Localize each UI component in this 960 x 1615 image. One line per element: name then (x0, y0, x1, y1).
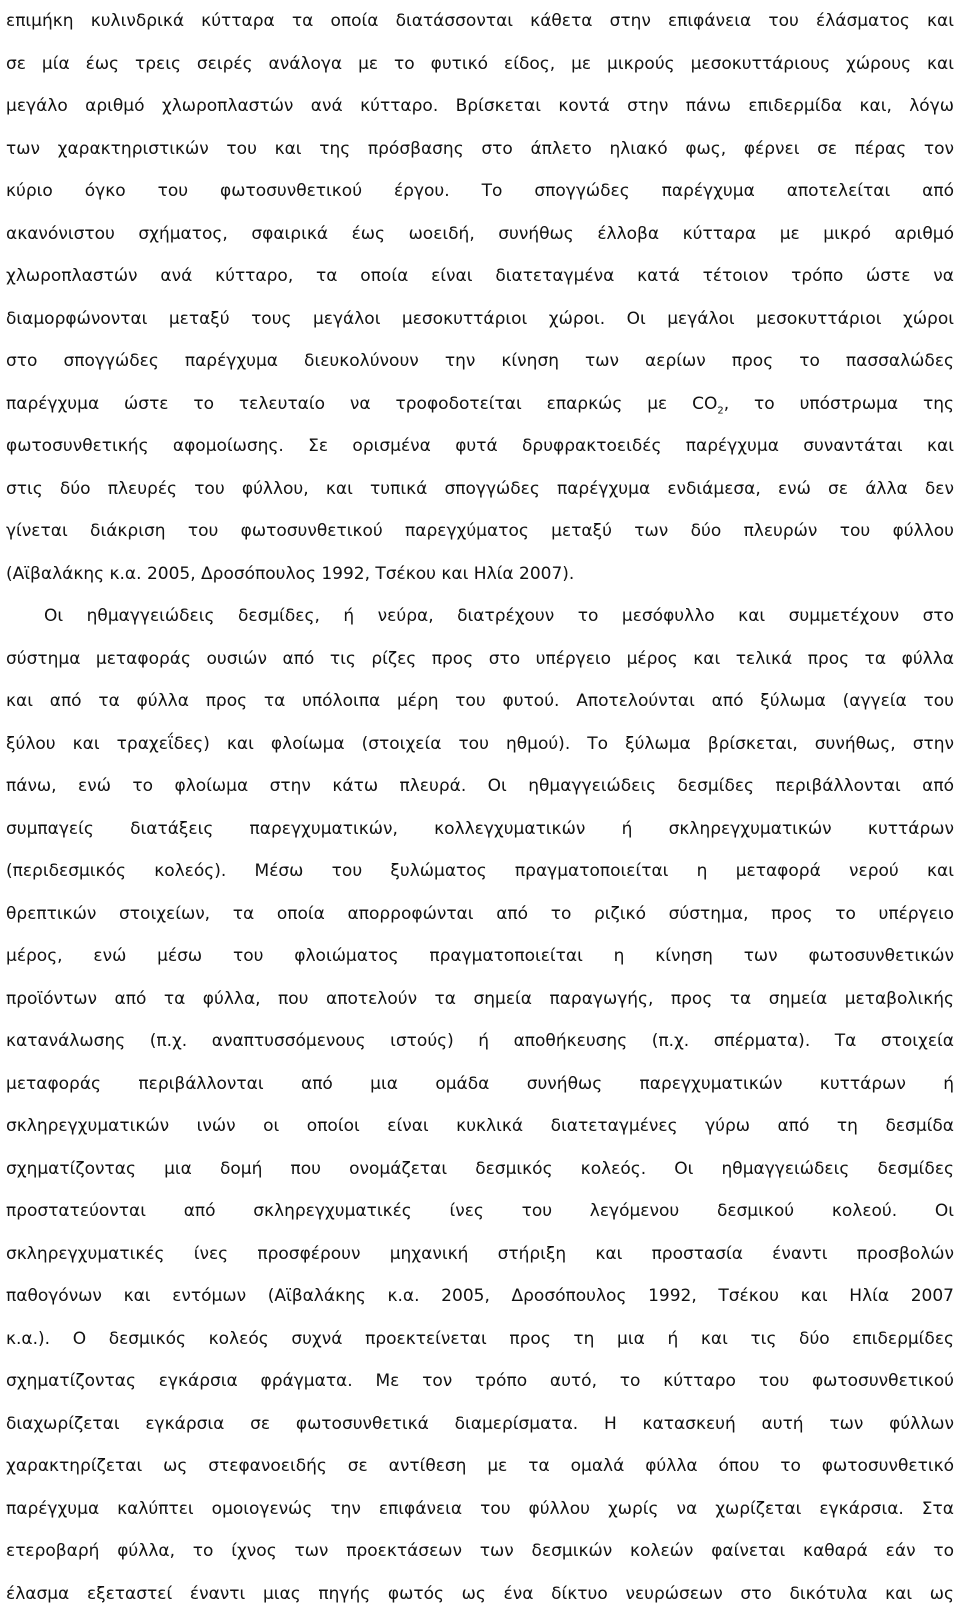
text-line: σχηματίζοντας εγκάρσια φράγματα. Με τον τρόπο αυτό, το κύτταρο του φωτοσυνθετικού (6, 1360, 954, 1403)
co2-line-start: παρέγχυμα ώστε το τελευταίο να τροφοδοτείται επαρκώς με CO (6, 394, 717, 414)
text-line: διαμορφώνονται μεταξύ τους μεγάλοι μεσοκυττάριοι χώροι. Οι μεγάλοι μεσοκυττάριοι χώροι (6, 298, 954, 341)
text-line: προστατεύονται από σκληρεγχυματικές ίνες του λεγόμενου δεσμικού κολεού. Οι (6, 1190, 954, 1233)
text-line: κύριο όγκο του φωτοσυνθετικού έργου. Το σπογγώδες παρέγχυμα αποτελείται από (6, 170, 954, 213)
document-page (6, 0, 954, 1615)
text-line: (περιδεσμικός κολεός). Μέσω του ξυλώματος πραγματοποιείται η μεταφορά νερού και (6, 850, 954, 893)
text-line: παθογόνων και εντόμων (Αϊβαλάκης κ.α. 2005, Δροσόπουλος 1992, Τσέκου και Ηλία 2007 (6, 1275, 954, 1318)
text-line: στις δύο πλευρές του φύλλου, και τυπικά σπογγώδες παρέγχυμα ενδιάμεσα, ενώ σε άλλα δεν (6, 468, 954, 511)
text-line: ακανόνιστου σχήματος, σφαιρικά έως ωοειδή, συνήθως έλλοβα κύτταρα με μικρό αριθμό (6, 213, 954, 256)
text-line: κατανάλωσης (π.χ. αναπτυσσόμενους ιστούς) ή αποθήκευσης (π.χ. σπέρματα). Τα στοιχεία (6, 1020, 954, 1063)
text-line: πάνω, ενώ το φλοίωμα στην κάτω πλευρά. Οι ηθμαγγειώδεις δεσμίδες περιβάλλονται από (6, 765, 954, 808)
text-line: των χαρακτηριστικών του και της πρόσβασης στο άπλετο ηλιακό φως, φέρνει σε πέρας τον (6, 128, 954, 171)
text-line: παρέγχυμα καλύπτει ομοιογενώς την επιφάνεια του φύλλου χωρίς να χωρίζεται εγκάρσια. Στα (6, 1488, 954, 1531)
text-line: χλωροπλαστών ανά κύτταρο, τα οποία είναι διατεταγμένα κατά τέτοιον τρόπο ώστε να (6, 255, 954, 298)
co2-subscript: 2 (717, 405, 723, 416)
text-line: ξύλου και τραχεΐδες) και φλοίωμα (στοιχεία του ηθμού). Το ξύλωμα βρίσκεται, συνήθως, στην (6, 723, 954, 766)
text-line: μέρος, ενώ μέσω του φλοιώματος πραγματοποιείται η κίνηση των φωτοσυνθετικών (6, 935, 954, 978)
text-line: θρεπτικών στοιχείων, τα οποία απορροφώνται από το ριζικό σύστημα, προς το υπέργειο (6, 893, 954, 936)
paragraph-vascular-bundles (6, 595, 954, 1615)
text-line: προϊόντων από τα φύλλα, που αποτελούν τα σημεία παραγωγής, προς τα σημεία μεταβολικής (6, 978, 954, 1021)
text-line-last: (Αϊβαλάκης κ.α. 2005, Δροσόπουλος 1992, Τσέκου και Ηλία 2007). (6, 553, 954, 596)
text-line: συμπαγείς διατάξεις παρεγχυματικών, κολλεγχυματικών ή σκληρεγχυματικών κυττάρων (6, 808, 954, 851)
text-line: χαρακτηρίζεται ως στεφανοειδής σε αντίθεση με τα ομαλά φύλλα όπου το φωτοσυνθετικό (6, 1445, 954, 1488)
text-line: γίνεται διάκριση του φωτοσυνθετικού παρεγχύματος μεταξύ των δύο πλευρών του φύλλου (6, 510, 954, 553)
text-line: επιμήκη κυλινδρικά κύτταρα τα οποία διατάσσονται κάθετα στην επιφάνεια του έλάσματος και (6, 0, 954, 43)
co2-line-end: , το υπόστρωμα της (724, 394, 954, 414)
text-line: μεταφοράς περιβάλλονται από μια ομάδα συνήθως παρεγχυματικών κυττάρων ή (6, 1063, 954, 1106)
text-line: και από τα φύλλα προς τα υπόλοιπα μέρη του φυτού. Αποτελούνται από ξύλωμα (αγγεία του (6, 680, 954, 723)
text-line: μεγάλο αριθμό χλωροπλαστών ανά κύτταρο. Βρίσκεται κοντά στην πάνω επιδερμίδα και, λόγω (6, 85, 954, 128)
text-line: φωτοσυνθετικής αφομοίωσης. Σε ορισμένα φυτά δρυφρακτοειδές παρέγχυμα συναντάται και (6, 425, 954, 468)
text-line-co2 (6, 383, 954, 426)
text-line: σε μία έως τρεις σειρές ανάλογα με το φυτικό είδος, με μικρούς μεσοκυττάριους χώρους και (6, 43, 954, 86)
text-line: διαχωρίζεται εγκάρσια σε φωτοσυνθετικά διαμερίσματα. Η κατασκευή αυτή των φύλλων (6, 1403, 954, 1446)
text-line: στο σπογγώδες παρέγχυμα διευκολύνουν την κίνηση των αερίων προς το πασσαλώδες (6, 340, 954, 383)
text-line: σύστημα μεταφοράς ουσιών από τις ρίζες προς στο υπέργειο μέρος και τελικά προς τα φύλλα (6, 638, 954, 681)
text-line: σκληρεγχυματικών ινών οι οποίοι είναι κυκλικά διατεταγμένες γύρω από τη δεσμίδα (6, 1105, 954, 1148)
text-line: έλασμα εξεταστεί έναντι μιας πηγής φωτός ως ένα δίκτυο νευρώσεων στο δικότυλα και ως (6, 1573, 954, 1615)
text-line: ετεροβαρή φύλλα, το ίχνος των προεκτάσεων των δεσμικών κολεών φαίνεται καθαρά εάν το (6, 1530, 954, 1573)
text-line-first: Οι ηθμαγγειώδεις δεσμίδες, ή νεύρα, διατρέχουν το μεσόφυλλο και συμμετέχουν στο (6, 595, 954, 638)
text-line: κ.α.). Ο δεσμικός κολεός συχνά προεκτείνεται προς τη μια ή και τις δύο επιδερμίδες (6, 1318, 954, 1361)
text-line: σχηματίζοντας μια δομή που ονομάζεται δεσμικός κολεός. Οι ηθμαγγειώδεις δεσμίδες (6, 1148, 954, 1191)
text-line: σκληρεγχυματικές ίνες προσφέρουν μηχανική στήριξη και προστασία έναντι προσβολών (6, 1233, 954, 1276)
paragraph-mesophyll (6, 0, 954, 595)
